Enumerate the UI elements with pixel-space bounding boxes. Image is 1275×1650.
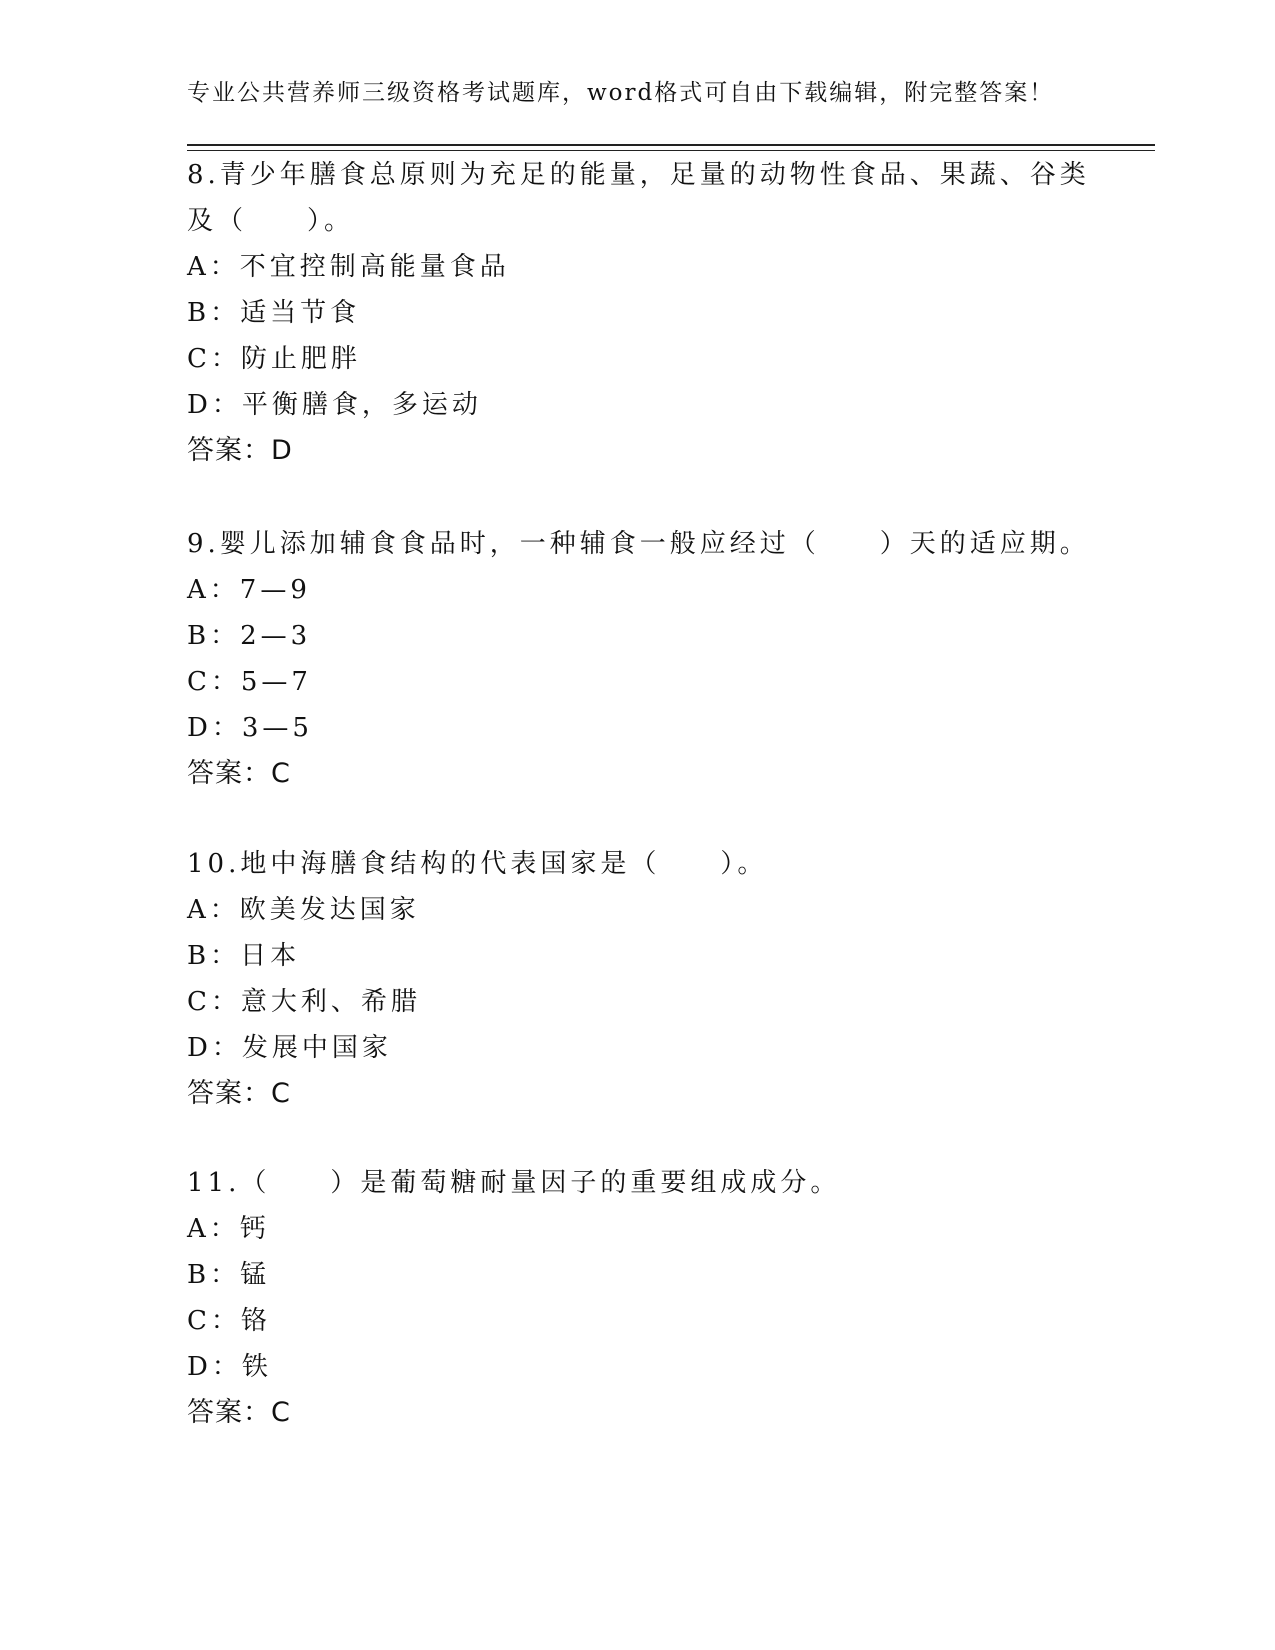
option-d: D：3—5 — [187, 713, 313, 743]
option-a: A：钙 — [187, 1214, 270, 1244]
answer: 答案：C — [187, 758, 291, 789]
question-8 — [187, 152, 1090, 474]
option-b: B：适当节食 — [187, 298, 361, 328]
page-header: 专业公共营养师三级资格考试题库，word格式可自由下载编辑，附完整答案！ — [187, 80, 1055, 106]
option-b: B：日本 — [187, 941, 301, 971]
answer: 答案：C — [187, 1397, 291, 1428]
option-c: C：意大利、希腊 — [187, 987, 421, 1017]
option-c: C：5—7 — [187, 667, 312, 697]
question-stem: 11.（ ）是葡萄糖耐量因子的重要组成成分。 — [187, 1168, 841, 1198]
option-a: A：不宜控制高能量食品 — [187, 252, 510, 282]
question-stem: 9.婴儿添加辅食食品时，一种辅食一般应经过（ ）天的适应期。 — [187, 529, 1090, 559]
question-stem: 10.地中海膳食结构的代表国家是（ ）。 — [187, 849, 768, 879]
option-d: D：发展中国家 — [187, 1033, 392, 1063]
option-d: D：平衡膳食，多运动 — [187, 390, 482, 420]
question-9 — [187, 521, 1090, 797]
question-stem: 8.青少年膳食总原则为充足的能量，足量的动物性食品、果蔬、谷类 — [187, 160, 1090, 190]
answer: 答案：D — [187, 435, 293, 466]
question-10 — [187, 841, 1087, 1117]
question-11 — [187, 1160, 1087, 1436]
header-rule-thick — [187, 144, 1155, 146]
option-b: B：锰 — [187, 1260, 271, 1290]
header-rule-thin — [187, 150, 1155, 151]
option-d: D：铁 — [187, 1352, 272, 1382]
option-c: C：防止肥胖 — [187, 344, 361, 374]
question-stem: 及（ ）。 — [187, 206, 355, 236]
option-b: B：2—3 — [187, 621, 312, 651]
option-a: A：7—9 — [187, 575, 311, 605]
option-a: A：欧美发达国家 — [187, 895, 420, 925]
answer: 答案：C — [187, 1078, 291, 1109]
option-c: C：铬 — [187, 1306, 271, 1336]
